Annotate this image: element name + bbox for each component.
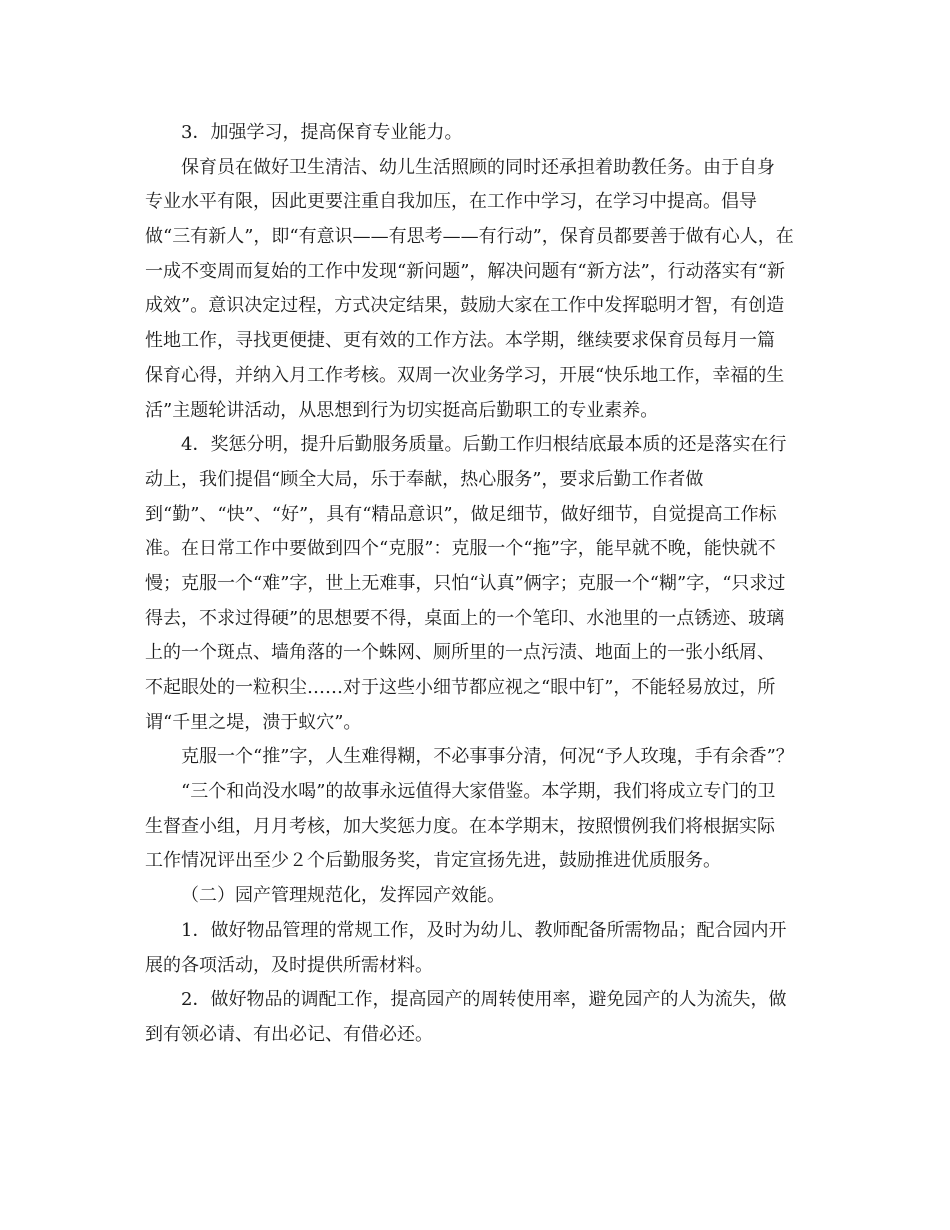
text-line: 展的各项活动，及时提供所需材料。 [145,954,433,976]
text-line: “三个和尚没水喝”的故事永远值得大家借鉴。本学期，我们将成立专门的卫 [181,781,776,803]
text-line: 得去，不求过得硬”的思想要不得，桌面上的一个笔印、水池里的一点锈迹、玻璃 [145,607,785,629]
text-line: 保育员在做好卫生清洁、幼儿生活照顾的同时还承担着助教任务。由于自身 [181,156,775,178]
text-line: 生督查小组，月月考核，加大奖惩力度。在本学期末，按照惯例我们将根据实际 [145,815,775,837]
text-line: 4．奖惩分明，提升后勤服务质量。后勤工作归根结底最本质的还是落实在行 [181,434,787,456]
text-line: 克服一个“推”字，人生难得糊，不必事事分清，何况“予人玫瑰，手有余香”？ [181,746,794,768]
text-line: 活”主题轮讲活动，从思想到行为切实挺高后勤职工的专业素养。 [145,399,659,421]
text-line: 成效”。意识决定过程，方式决定结果，鼓励大家在工作中发挥聪明才智，有创造 [145,295,785,317]
text-line: 保育心得，并纳入月工作考核。双周一次业务学习，开展“快乐地工作，幸福的生 [145,364,785,386]
text-line: 慢；克服一个“难”字，世上无难事，只怕“认真”俩字；克服一个“糊”字，“只求过 [145,572,786,594]
text-line: 做“三有新人”，即“有意识——有思考——有行动”，保育员都要善于做有心人，在 [145,226,794,248]
text-line: 不起眼处的一粒积尘……对于这些小细节都应视之“眼中钉”，不能轻易放过，所 [145,677,776,698]
text-line: 3．加强学习，提高保育专业能力。 [181,122,463,143]
text-line: 到有领必请、有出必记、有借必还。 [145,1023,433,1045]
text-line: 性地工作，寻找更便捷、更有效的工作方法。本学期，继续要求保育员每月一篇 [145,330,775,352]
text-line: 准。在日常工作中要做到四个“克服”：克服一个“拖”字，能早就不晚，能快就不 [145,538,776,560]
text-line: 1．做好物品管理的常规工作，及时为幼儿、教师配备所需物品；配合园内开 [181,919,787,941]
text-line: 到“勤”、“快”、“好”，具有“精品意识”，做足细节，做好细节，自觉提高工作标 [145,503,777,525]
text-line: 工作情况评出至少２个后勤服务奖，肯定宣扬先进，鼓励推进优质服务。 [145,850,721,872]
text-line: 专业水平有限，因此更要注重自我加压，在工作中学习，在学习中提高。倡导 [145,191,757,213]
text-line: 一成不变周而复始的工作中发现“新问题”，解决问题有“新方法”，行动落实有“新 [145,260,786,282]
text-line: （二）园产管理规范化，发挥园产效能。 [181,885,505,907]
text-line: 上的一个斑点、墙角落的一个蛛网、厕所里的一点污渍、地面上的一张小纸屑、 [145,642,775,664]
text-line: 动上，我们提倡“顾全大局，乐于奉献，热心服务”，要求后勤工作者做 [145,468,704,490]
text-line: 2．做好物品的调配工作，提高园产的周转使用率，避免园产的人为流失，做 [181,989,787,1011]
document-body [145,116,815,1053]
text-line: 谓“千里之堤，溃于蚁穴”。 [145,711,362,733]
